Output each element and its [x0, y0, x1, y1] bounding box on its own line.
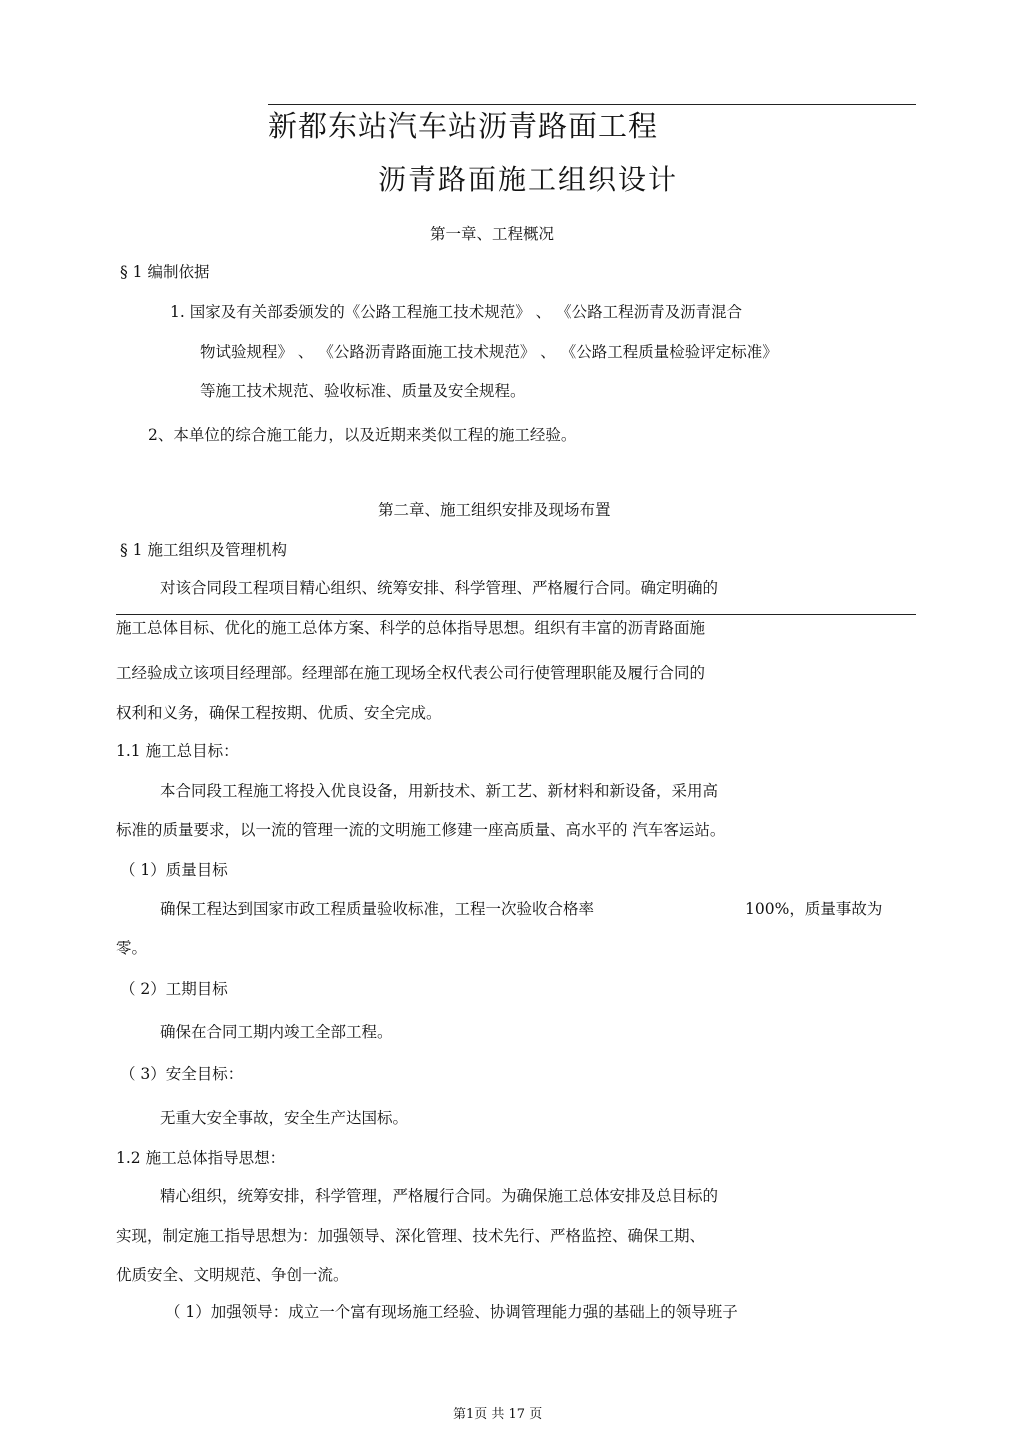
paragraph-line: 工经验成立该项目经理部。经理部在施工现场全权代表公司行使管理职能及履行合同的 [116, 664, 706, 682]
subsection-heading: 1.2 施工总体指导思想： [116, 1149, 286, 1167]
basis-line: 1. 国家及有关部委颁发的《公路工程施工技术规范》 、 《公路工程沥青及沥青混合 [170, 303, 743, 321]
chapter-2-heading: 第二章、施工组织安排及现场布置 [378, 501, 611, 519]
paragraph-line: 实现，制定施工指导思想为：加强领导、深化管理、技术先行、严格监控、确保工期、 [116, 1227, 706, 1245]
paragraph-line: 精心组织，统筹安排，科学管理，严格履行合同。为确保施工总体安排及总目标的 [160, 1187, 719, 1205]
subsection-heading: 1.1 施工总目标： [116, 742, 239, 760]
goal-text: 确保在合同工期内竣工全部工程。 [160, 1023, 393, 1041]
paragraph-line: 标准的质量要求，以一流的管理一流的文明施工修建一座高质量、高水平的 汽车客运站。 [116, 821, 726, 839]
goal-text: 确保工程达到国家市政工程质量验收标准，工程一次验收合格率 [160, 900, 595, 918]
chapter-1-heading: 第一章、工程概况 [430, 225, 555, 243]
paragraph-line: 本合同段工程施工将投入优良设备，用新技术、新工艺、新材料和新设备，采用高 [160, 782, 719, 800]
paragraph-line: 对该合同段工程项目精心组织、统筹安排、科学管理、严格履行合同。确定明确的 [160, 579, 719, 597]
goal-text: 100%，质量事故为 [745, 900, 883, 918]
section-1-heading: § 1 编制依据 [120, 263, 210, 281]
doc-title: 新都东站汽车站沥青路面工程 [268, 109, 659, 143]
basis-line: 2、本单位的综合施工能力，以及近期来类似工程的施工经验。 [148, 426, 577, 444]
basis-line: 等施工技术规范、验收标准、质量及安全规程。 [200, 382, 526, 400]
paragraph-line: 施工总体目标、优化的施工总体方案、科学的总体指导思想。组织有丰富的沥青路面施 [116, 619, 706, 637]
doc-subtitle: 沥青路面施工组织设计 [378, 163, 679, 196]
goal-text: 零。 [116, 939, 148, 957]
mid-rule [116, 614, 916, 615]
basis-line: 物试验规程》 、 《公路沥青路面施工技术规范》 、 《公路工程质量检验评定标准》 [200, 343, 778, 361]
top-rule [268, 104, 916, 105]
goal-title: （ 2）工期目标 [120, 980, 228, 998]
section-2-heading: § 1 施工组织及管理机构 [120, 541, 287, 559]
goal-title: （ 1）质量目标 [120, 861, 228, 879]
paragraph-line: 优质安全、文明规范、争创一流。 [116, 1266, 349, 1284]
page-footer: 第1页 共 17 页 [453, 1407, 543, 1422]
paragraph-line: 权利和义务，确保工程按期、优质、安全完成。 [116, 704, 442, 722]
goal-title: （ 3）安全目标： [120, 1065, 244, 1083]
paragraph-line: （ 1）加强领导：成立一个富有现场施工经验、协调管理能力强的基础上的领导班子 [165, 1303, 738, 1321]
goal-text: 无重大安全事故，安全生产达国标。 [160, 1109, 409, 1127]
